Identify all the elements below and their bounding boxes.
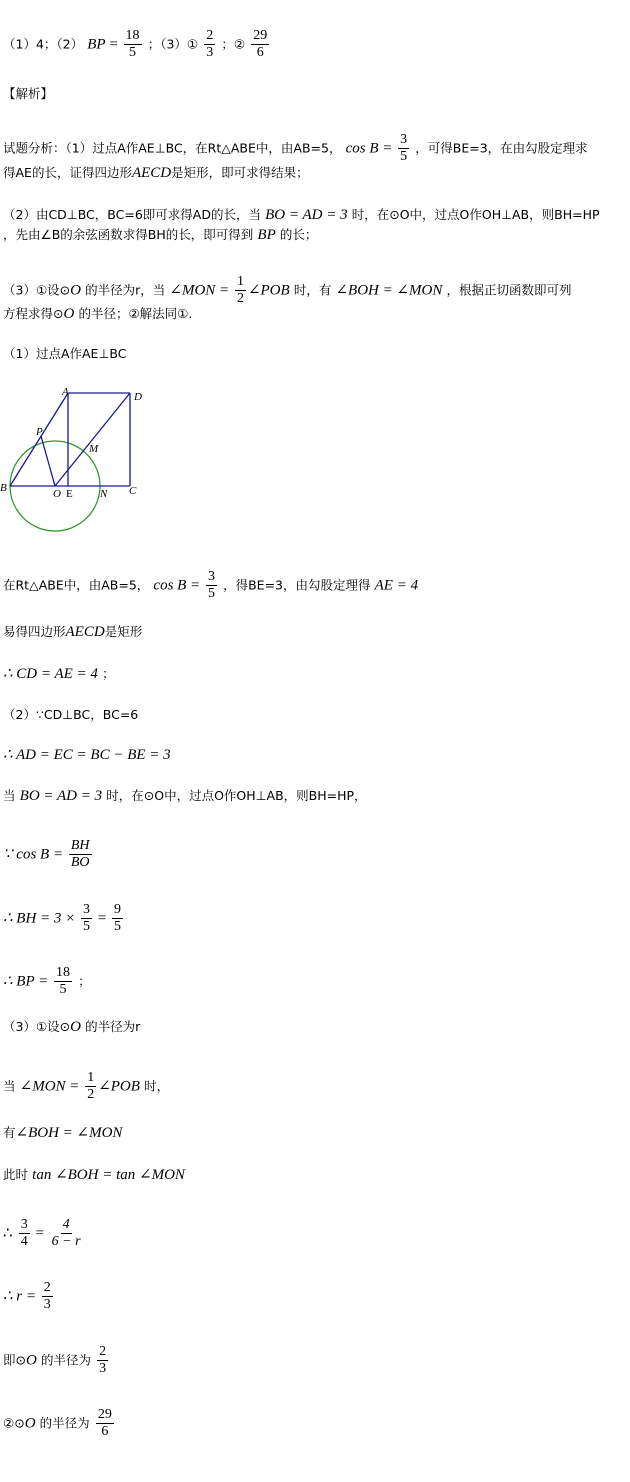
cos-b-expression: cos B = [345, 140, 397, 157]
fraction-numerator: 3 [400, 132, 408, 147]
solution-text: 的半径为 [39, 1415, 90, 1431]
analysis-text: 的长； [279, 227, 318, 242]
analysis-line-5 [3, 274, 572, 307]
fraction [206, 569, 217, 602]
fraction [398, 132, 409, 165]
fraction [54, 965, 72, 998]
fraction [85, 1070, 96, 1103]
math-term: AECD [131, 165, 172, 181]
section-title: 【解析】 [3, 86, 54, 101]
solution-text: ； [78, 973, 91, 989]
step1-heading: （1）过点A作AE⊥BC [3, 346, 127, 361]
analysis-text: 方程求得⊙ [3, 306, 64, 321]
math-equation: AE = 4 [374, 577, 419, 594]
fraction-numerator: 3 [207, 569, 215, 584]
analysis-text: 是矩形，即可求得结果； [171, 165, 309, 180]
math-equation: ∵ cos B = [3, 846, 67, 863]
analysis-text: （2）由CD⊥BC，BC=6即可求得AD的长，当 [3, 207, 261, 222]
fraction [69, 838, 92, 871]
segment-ba [10, 393, 68, 486]
answer-sep2: ；② [221, 36, 246, 52]
solution-line-10 [3, 1017, 140, 1038]
fraction-numerator: 2 [206, 28, 214, 43]
analysis-line-1 [3, 132, 588, 165]
fraction [97, 1344, 108, 1377]
math-term: O [24, 1415, 36, 1432]
solution-line-2 [3, 622, 142, 643]
math-equation: ∴ BH = 3 × [3, 910, 80, 927]
fraction-denominator: 2 [236, 291, 244, 306]
fraction-denominator: 3 [43, 1297, 51, 1312]
solution-text: 是矩形 [104, 624, 143, 639]
analysis-text: 的半径；②解法同①. [78, 306, 193, 321]
fraction-numerator: 2 [43, 1280, 51, 1295]
math-equation: ∠MON = [169, 282, 233, 299]
math-equation: tan ∠BOH = tan ∠MON [32, 1167, 185, 1183]
fraction-numerator: 1 [236, 274, 244, 289]
geometry-figure [0, 380, 160, 540]
fraction [235, 274, 246, 307]
solution-text: 的半径为r [85, 1019, 141, 1034]
fraction-numerator: 29 [253, 28, 268, 43]
fraction-denominator: 5 [129, 45, 137, 60]
segment-od [55, 393, 130, 486]
solution-line-3 [3, 664, 115, 685]
solution-line-17 [3, 1407, 116, 1440]
math-term: O [70, 282, 81, 299]
math-equation: ∠BOH = ∠MON [15, 1125, 123, 1141]
label-m: M [89, 443, 99, 455]
label-p: P [36, 426, 43, 438]
solution-text: 即⊙ [3, 1352, 26, 1368]
math-equation: BO = AD = 3 [265, 207, 348, 223]
math-equation: ∴ AD = EC = BC − BE = 3 [3, 747, 171, 763]
solution-text: （3）①设⊙ [3, 1019, 71, 1034]
fraction [96, 1407, 114, 1440]
fraction-numerator: 1 [87, 1070, 95, 1085]
solution-line-16 [3, 1344, 110, 1377]
solution-line-14 [3, 1217, 85, 1250]
answer-r2-fraction [251, 28, 269, 61]
solution-text: 有 [3, 1125, 16, 1140]
analysis-text: （3）①设⊙ [3, 282, 71, 298]
answer-r-fraction [204, 28, 215, 61]
fraction-numerator: 3 [83, 902, 91, 917]
label-d: D [134, 391, 142, 403]
answer-line [3, 28, 271, 61]
label-c: C [129, 485, 137, 497]
analysis-text: 的半径为r，当 [85, 282, 166, 298]
fraction-numerator: 18 [55, 965, 70, 980]
solution-line-9 [3, 965, 91, 998]
fraction-denominator: 6 [256, 45, 264, 60]
solution-text: 当 [3, 1078, 16, 1094]
answer-bp: BP [87, 36, 106, 53]
solution-line-4: （2）∵CD⊥BC，BC=6 [3, 707, 139, 722]
label-o: O [53, 488, 61, 500]
solution-text: 当 [3, 788, 16, 803]
analysis-text: 得AE的长，证得四边形 [3, 165, 132, 180]
solution-text: 易得四边形 [3, 624, 66, 639]
solution-text: ； [102, 666, 115, 681]
solution-text: ，得BE=3，由勾股定理得 [223, 577, 371, 593]
fraction-denominator: 2 [87, 1087, 95, 1102]
fraction-denominator: 6 [101, 1424, 109, 1439]
answer-part1: （1）4；（2） [3, 36, 84, 52]
math-equation: ∴ BP = [3, 973, 52, 990]
therefore-symbol: ∴ [3, 1225, 13, 1242]
label-a: A [62, 386, 69, 398]
label-e: E [66, 488, 73, 500]
analysis-text: 时，有 [293, 282, 332, 298]
fraction-denominator: 6 − r [51, 1234, 81, 1249]
solution-line-11 [3, 1070, 169, 1103]
fraction [50, 1217, 83, 1250]
solution-line-12 [3, 1123, 122, 1144]
analysis-text: 试题分析：（1）过点A作AE⊥BC，在Rt△ABE中，由AB=5， [3, 140, 342, 156]
math-term: O [63, 306, 75, 322]
fraction-denominator: 5 [114, 919, 122, 934]
solution-text: 时，在⊙O中，过点O作OH⊥AB，则BH=HP， [106, 788, 367, 803]
fraction-numerator: 4 [62, 1217, 70, 1232]
fraction [81, 902, 92, 935]
solution-line-13 [3, 1165, 185, 1186]
math-equation: BO = AD = 3 [19, 788, 103, 804]
fraction-denominator: BO [70, 855, 90, 870]
label-n: N [100, 488, 108, 500]
math-equation: ∴ r = [3, 1288, 40, 1305]
math-term: O [25, 1352, 37, 1369]
fraction-numerator: BH [70, 838, 90, 853]
analysis-text: ，可得BE=3，在由勾股定理求 [415, 140, 588, 156]
answer-eq: = [105, 36, 122, 53]
math-term: ∠POB [247, 282, 290, 299]
equals-sign: = [94, 910, 111, 927]
solution-text: 时， [144, 1078, 170, 1094]
math-equation: ∠BOH = ∠MON [335, 282, 443, 299]
math-term: O [70, 1019, 81, 1035]
analysis-line-4 [3, 225, 317, 246]
fraction-denominator: 5 [83, 919, 91, 934]
math-term: ∠POB [98, 1078, 140, 1095]
fraction-denominator: 5 [400, 149, 408, 164]
equals-sign: = [31, 1225, 48, 1242]
fraction [42, 1280, 53, 1313]
math-equation: ∴ CD = AE = 4 [3, 666, 98, 682]
solution-line-8 [3, 902, 125, 935]
solution-line-6 [3, 786, 367, 807]
fraction-denominator: 3 [206, 45, 214, 60]
fraction [19, 1217, 30, 1250]
solution-text: ②⊙ [3, 1415, 25, 1431]
solution-line-1 [3, 569, 418, 602]
fraction-numerator: 9 [114, 902, 122, 917]
answer-sep1: ；（3）① [147, 36, 199, 52]
fraction-numerator: 18 [125, 28, 140, 43]
segment-op [41, 436, 55, 486]
solution-line-15 [3, 1280, 55, 1313]
solution-line-7 [3, 838, 94, 871]
fraction-numerator: 2 [99, 1344, 107, 1359]
fraction-numerator: 29 [97, 1407, 112, 1422]
math-term: AECD [65, 624, 105, 640]
fraction-numerator: 3 [20, 1217, 28, 1232]
fraction-denominator: 3 [99, 1361, 107, 1376]
analysis-text: ，先由∠B的余弦函数求得BH的长，即可得到 [3, 227, 254, 242]
math-term: BP [257, 227, 276, 243]
solution-text: 在Rt△ABE中，由AB=5， [3, 577, 150, 593]
math-equation: ∠MON = [19, 1078, 84, 1095]
analysis-line-6 [3, 304, 192, 325]
fraction-denominator: 5 [207, 586, 215, 601]
analysis-line-2 [3, 163, 309, 184]
fraction-denominator: 5 [59, 982, 67, 997]
cos-b-expression: cos B = [153, 577, 204, 594]
fraction [112, 902, 123, 935]
solution-text: 此时 [3, 1167, 29, 1182]
analysis-text: ，根据正切函数即可列 [446, 282, 572, 298]
fraction-denominator: 4 [20, 1234, 28, 1249]
analysis-line-3 [3, 205, 600, 226]
solution-text: 的半径为 [40, 1352, 91, 1368]
analysis-text: 时，在⊙O中，过点O作OH⊥AB，则BH=HP [351, 207, 600, 222]
solution-line-5 [3, 745, 171, 766]
label-b: B [0, 482, 7, 494]
answer-bp-fraction [124, 28, 142, 61]
